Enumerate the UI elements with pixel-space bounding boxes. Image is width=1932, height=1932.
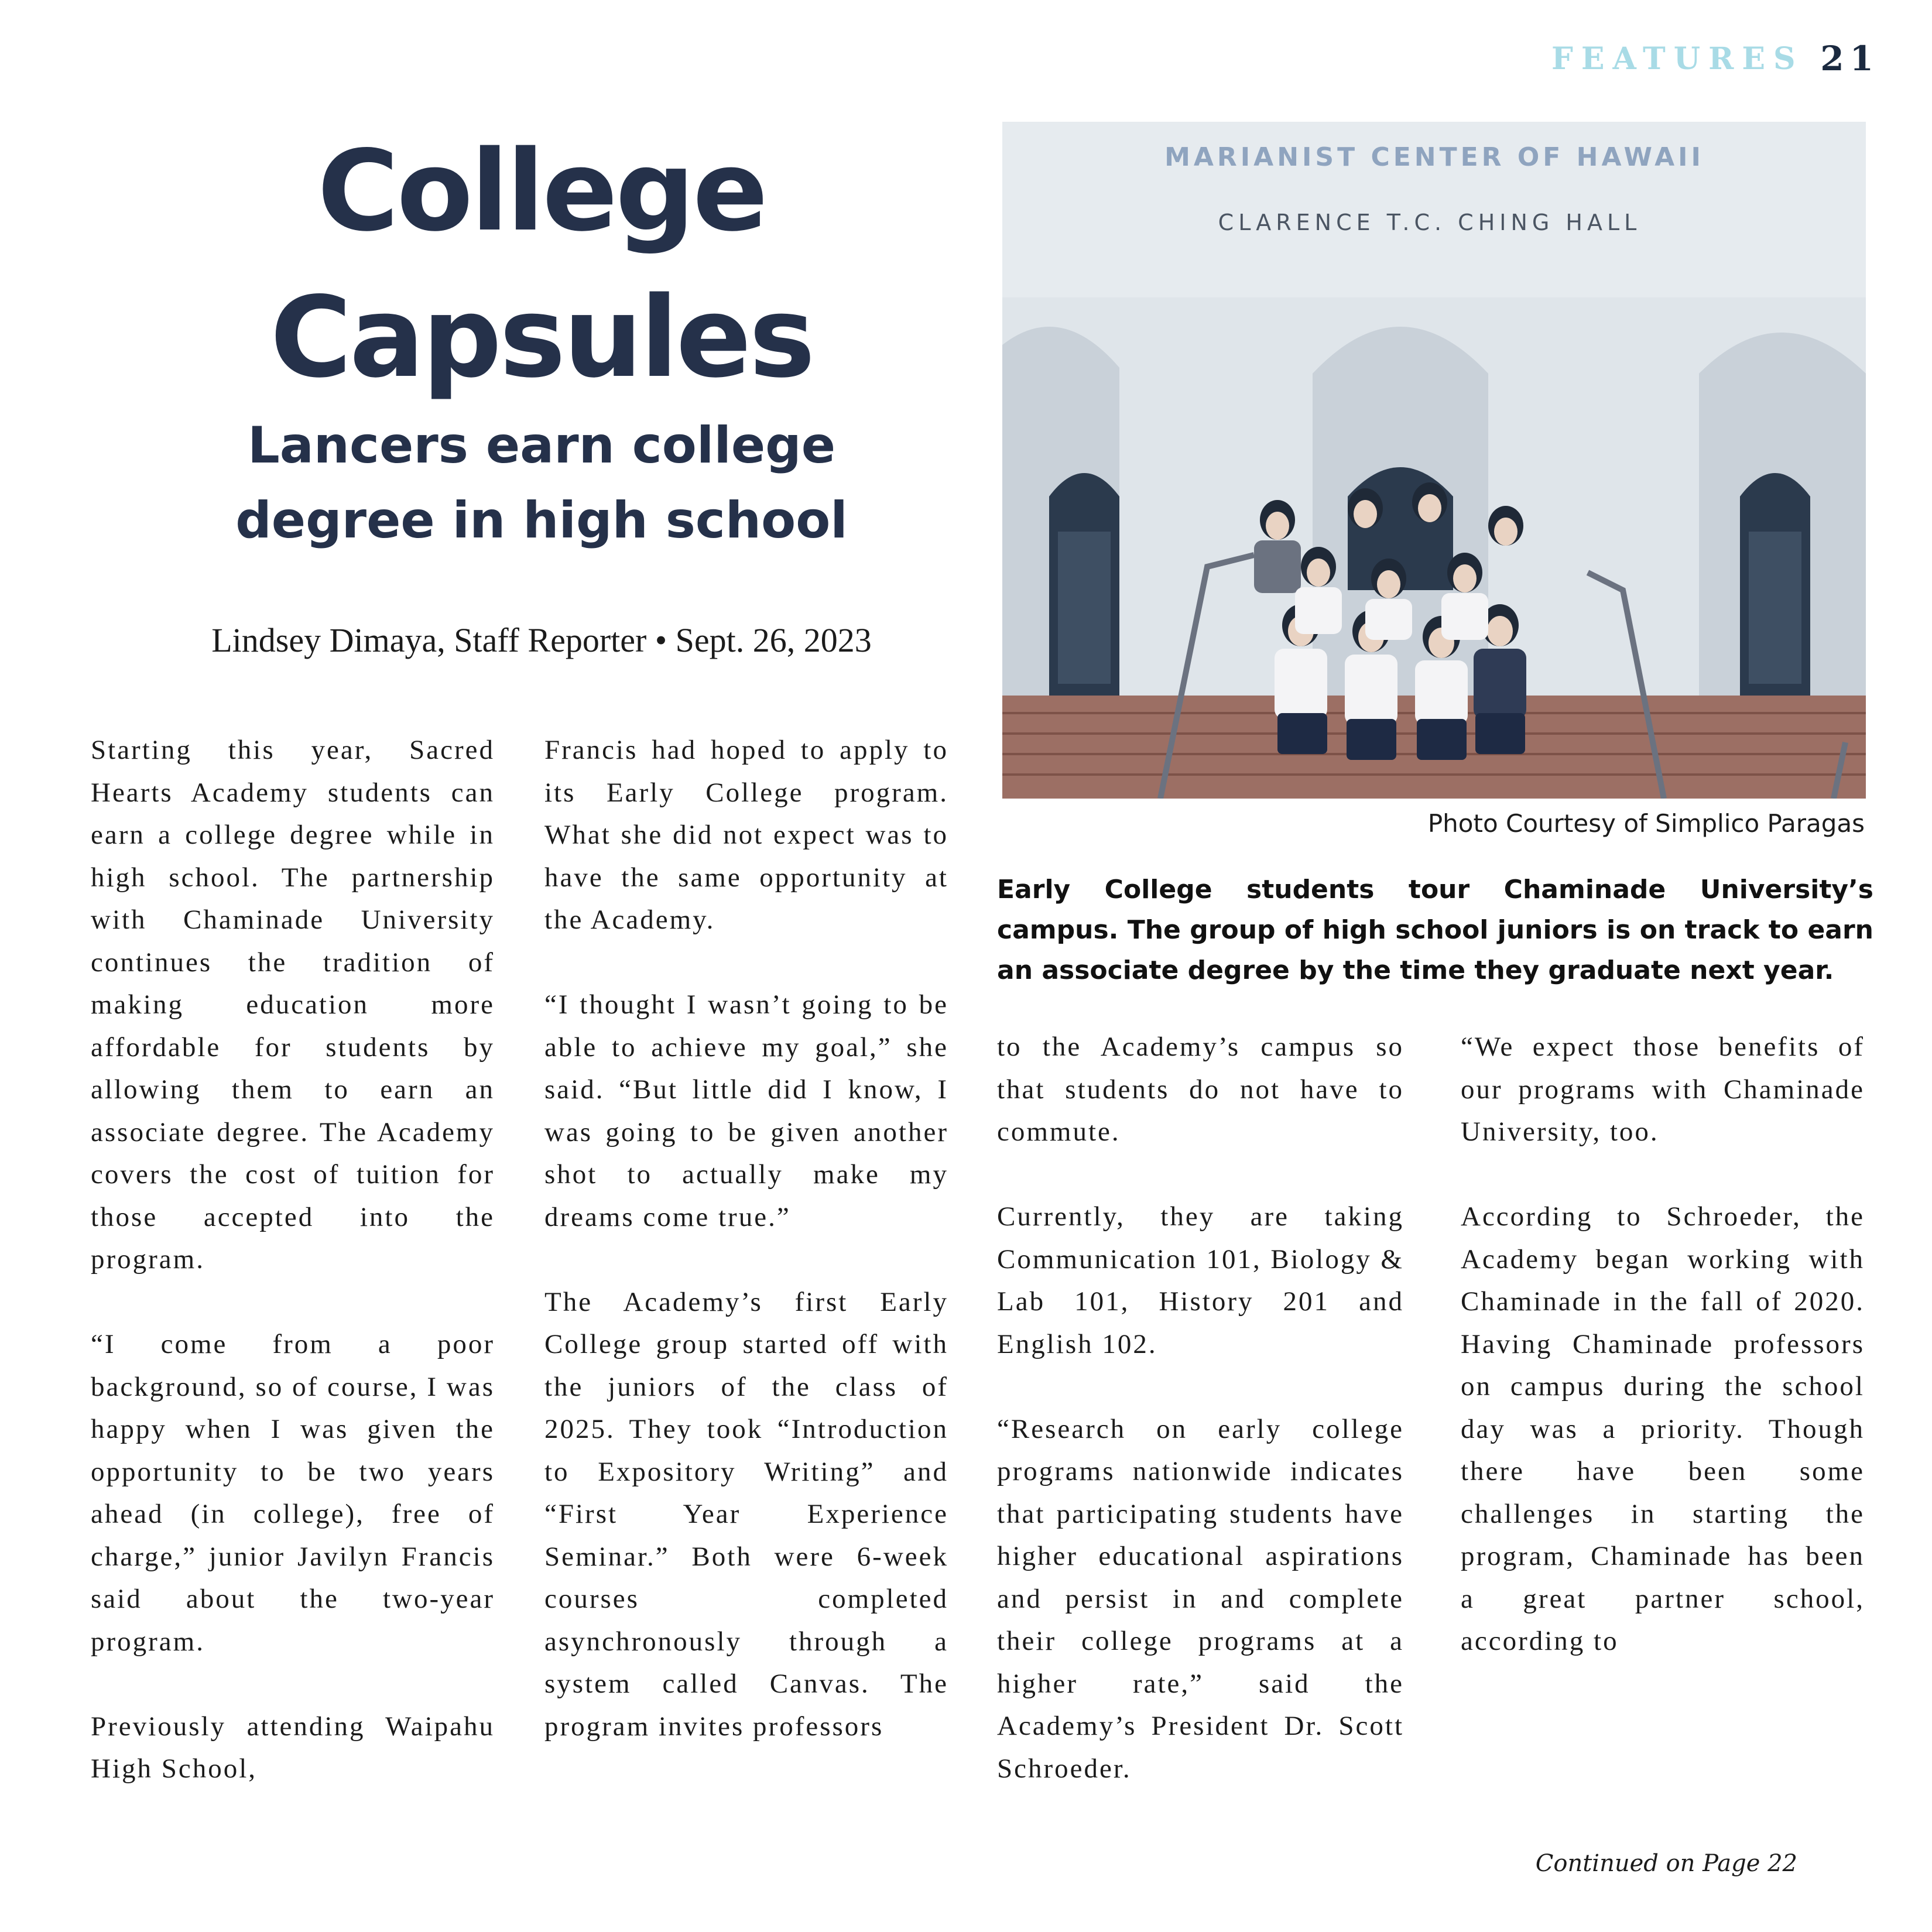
photo-credit: Photo Courtesy of Simplico Paragas (1427, 809, 1865, 838)
continued-notice[interactable]: Continued on Page 22 (1535, 1850, 1797, 1877)
body-column-3 (997, 1026, 1404, 1790)
headline-line-2: Capsules (270, 273, 813, 402)
subhead-line-2: degree in high school (235, 491, 848, 550)
byline: Lindsey Dimaya, Staff Reporter • Sept. 26, 2023 (211, 621, 872, 659)
subhead-line-1: Lancers earn college (247, 416, 836, 475)
paragraph: Currently, they are taking Communication 101, Biology & Lab 101, History 201 and English 102. (997, 1201, 1404, 1359)
body-column-4 (1461, 1026, 1865, 1663)
paragraph: “Research on early college programs nationwide indicates that participating students have higher educational aspirations and persist in and complete their college programs at a higher rate,” said the Academy’s President Dr. Scott Schroeder. (997, 1413, 1404, 1784)
headline-line-1: College (317, 126, 766, 256)
paragraph: to the Academy’s campus so that students do not have to commute. (997, 1032, 1404, 1147)
body-column-2 (544, 729, 948, 1748)
photo-caption: Early College students tour Chaminade University’s campus. The group of high school juniors is on track to earn an associate degree by the time they graduate next year. (997, 875, 1873, 985)
paragraph: Previously attending Waipahu High School, (91, 1711, 495, 1784)
building-sign-sub: CLARENCE T.C. CHING HALL (1218, 210, 1642, 235)
paragraph: The Academy’s first Early College group started off with the juniors of the class of 2025. They took “Introduction to Expository Writing” and “First Year Experience Seminar.” Both were 6-week courses completed asynchronously through a system called Canvas. The program invites professors (544, 1286, 948, 1742)
paragraph: Francis had hoped to apply to its Early College program. What she did not expect was to have the same opportunity at the Academy. (544, 735, 948, 935)
body-column-1 (91, 729, 495, 1790)
paragraph: “We expect those benefits of our programs with Chaminade University, too. (1461, 1032, 1865, 1147)
paragraph: “I thought I wasn’t going to be able to achieve my goal,” she said. “But little did I know, I was going to be given another shot to actually make my dreams come true.” (544, 989, 948, 1232)
page-number: 21 (1820, 39, 1879, 78)
paragraph: Starting this year, Sacred Hearts Academy students can earn a college degree while in high school. The partnership with Chaminade University continues the tradition of making education more affordable for students by allowing them to earn an associate degree. The Academy covers the cost of tuition for those accepted into the program. (91, 735, 495, 1275)
article-photo (1002, 122, 1866, 799)
paragraph: “I come from a poor background, so of course, I was happy when I was given the opportunity to be two years ahead (in college), free of charge,” junior Javilyn Francis said about the two-year program. (91, 1329, 495, 1657)
group-photo-illustration (1002, 122, 1866, 799)
paragraph: According to Schroeder, the Academy began working with Chaminade in the fall of 2020. Having Chaminade professors on campus during the school day was a priority. Though there have been some challenges in starting the program, Chaminade has been a great partner school, according to (1461, 1201, 1865, 1656)
building-sign-top: MARIANIST CENTER OF HAWAII (1164, 142, 1704, 172)
section-label: FEATURES (1551, 41, 1804, 77)
